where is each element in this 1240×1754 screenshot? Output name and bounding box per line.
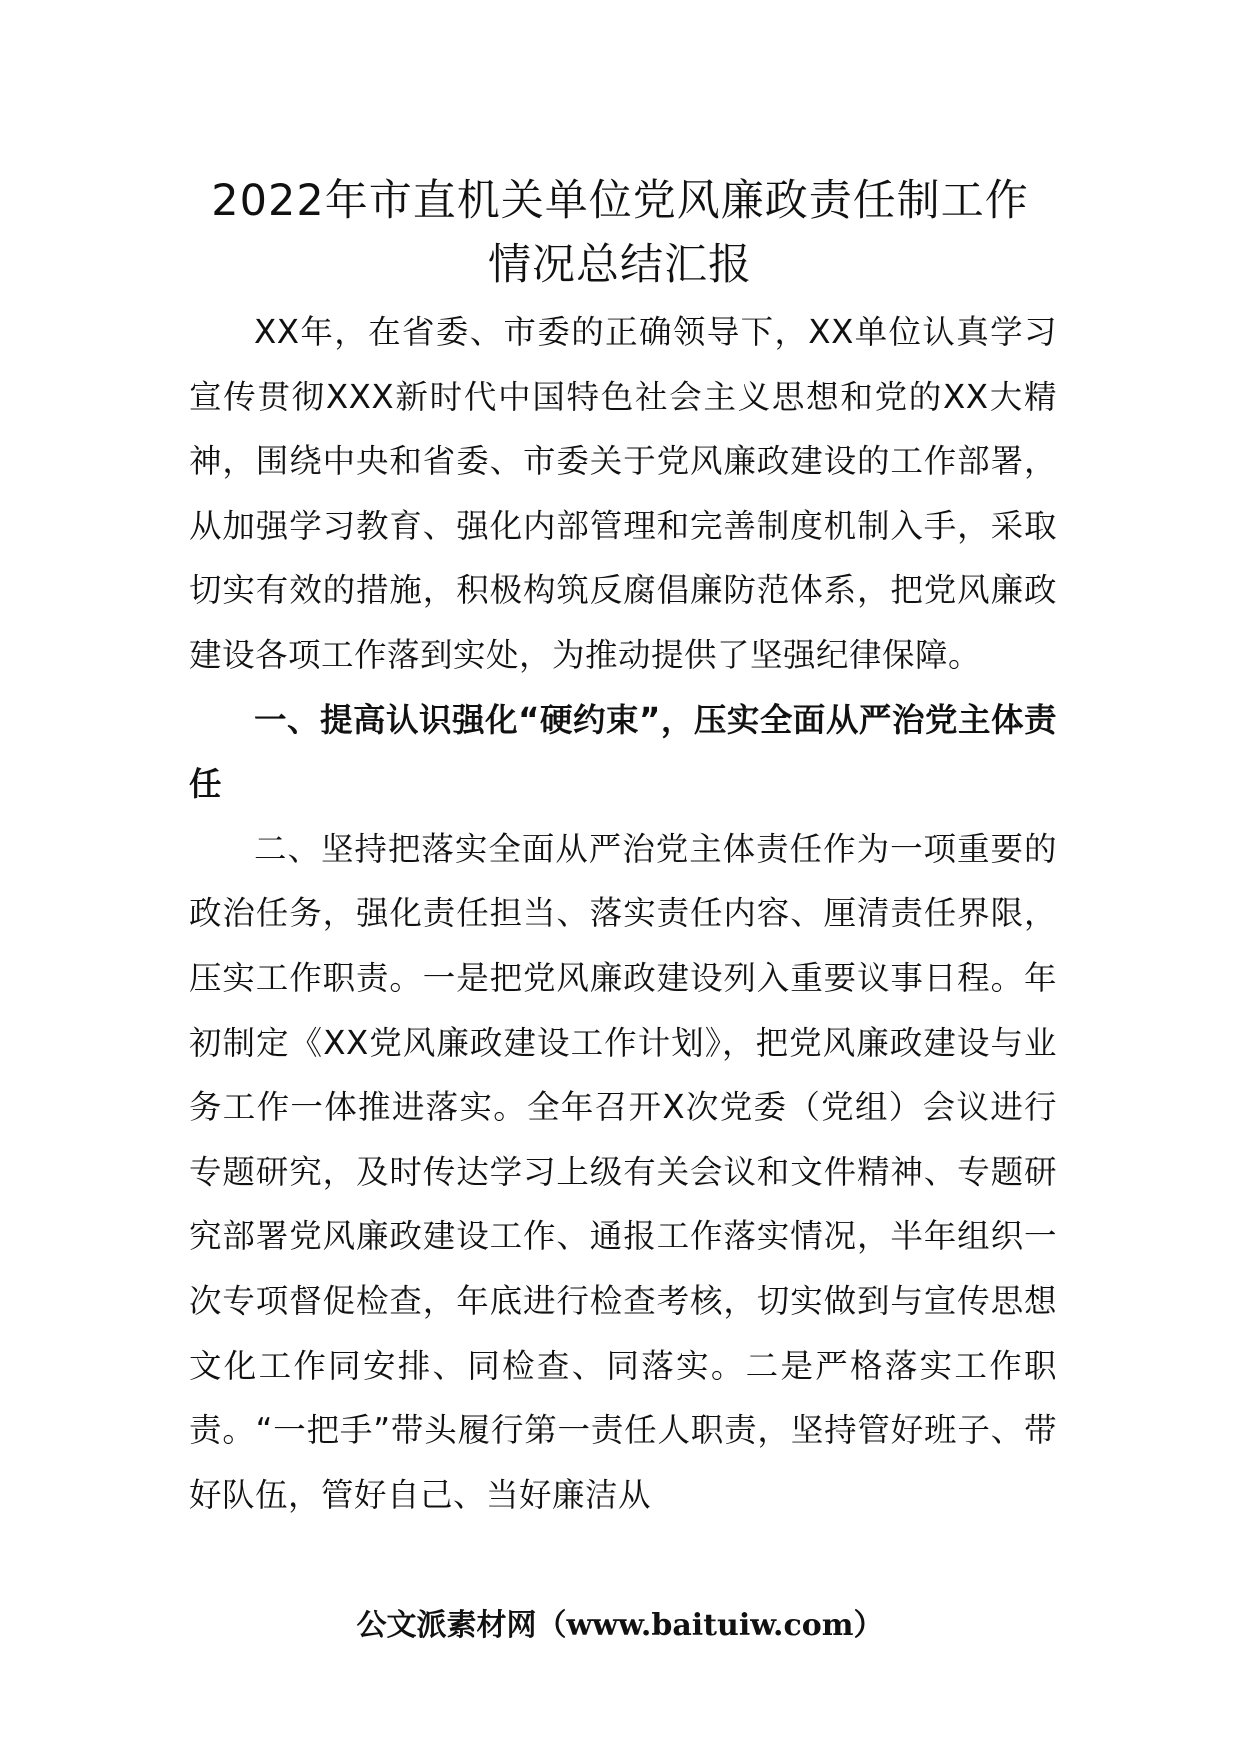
section-heading-1: 一、提高认识强化“硬约束”，压实全面从严治党主体责任 — [189, 700, 1057, 804]
paragraph-section-2: 二、坚持把落实全面从严治党主体责任作为一项重要的政治任务，强化责任担当、落实责任内容、厘清责任界限，压实工作职责。一是把党风廉政建设列入重要议事日程。年初制定《XX党风廉政建设工作计划》，把党风廉政建设与业务工作一体推进落实。全年召开X次党委（党组）会议进行专题研究，及时传达学习上级有关会议和文件精神、专题研究部署党风廉政建设工作、通报工作落实情况，半年组织一次专项督促检查，年底进行检查考核，切实做到与宣传思想文化工作同安排、同检查、同落实。二是严格落实工作职责。“一把手”带头履行第一责任人职责，坚持管好班子、带好队伍，管好自己、当好廉洁从 — [189, 829, 1057, 1514]
document-title-line-1: 2022年市直机关单位党风廉政责任制工作 — [211, 176, 1029, 226]
document-body — [189, 300, 1057, 1527]
footer-watermark: 公文派素材网（www.baituiw.com） — [356, 1608, 884, 1643]
document-title-line-2: 情况总结汇报 — [488, 240, 752, 290]
paragraph-intro: XX年，在省委、市委的正确领导下，XX单位认真学习宣传贯彻XXX新时代中国特色社会主义思想和党的XX大精神，围绕中央和省委、市委关于党风廉政建设的工作部署，从加强学习教育、强化内部管理和完善制度机制入手，采取切实有效的措施，积极构筑反腐倡廉防范体系，把党风廉政建设各项工作落到实处，为推动提供了坚强纪律保障。 — [189, 313, 1057, 674]
